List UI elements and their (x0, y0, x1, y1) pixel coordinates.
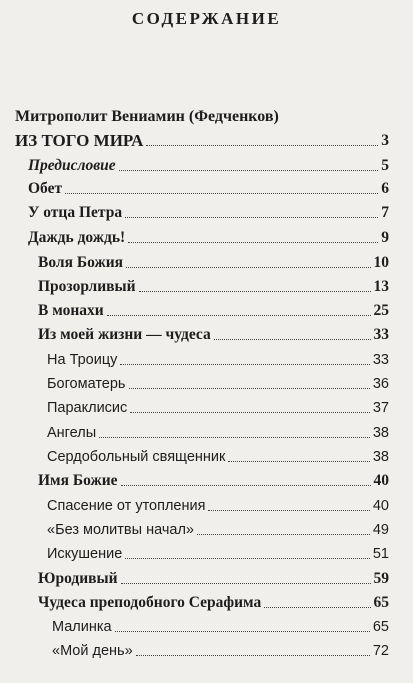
toc-entry-page: 37 (372, 400, 389, 416)
leader-dots (120, 364, 369, 365)
toc-entry (38, 277, 389, 297)
toc-entry-label: Прозорливый (38, 278, 136, 295)
toc-entry (28, 203, 389, 223)
toc-entry (15, 131, 389, 151)
toc-entry-label: Юродивый (38, 570, 118, 587)
toc-entry-label: Обет (28, 180, 63, 197)
toc-entry-label: Параклисис (47, 400, 128, 416)
leader-dots (228, 461, 370, 462)
toc-entry-label: Чудеса преподобного Серафима (38, 594, 262, 611)
toc-entry-page: 72 (372, 643, 389, 659)
toc-entry (28, 179, 389, 199)
author-name: Митрополит Вениамин (Федченков) (15, 108, 279, 125)
toc-entry-page: 13 (373, 278, 389, 295)
toc-entry (47, 423, 389, 443)
toc-entry-page: 40 (373, 472, 389, 489)
leader-dots (125, 217, 378, 218)
toc-entry (47, 374, 389, 394)
toc-entry-page: 3 (381, 132, 389, 149)
toc-entry-page: 40 (372, 498, 389, 514)
leader-dots (125, 558, 370, 559)
toc-entry-label: Ангелы (47, 425, 97, 441)
toc-entry (38, 325, 389, 345)
leader-dots (128, 242, 378, 243)
leader-dots (65, 193, 378, 194)
toc-entry (28, 156, 389, 176)
toc-entry-page: 6 (381, 180, 389, 197)
toc-entry (47, 520, 389, 540)
toc-entry (47, 496, 389, 516)
toc-entry (38, 253, 389, 273)
toc-entry-page: 59 (373, 570, 389, 587)
toc-entry-label: «Мой день» (52, 643, 133, 659)
toc-entry (28, 228, 389, 248)
toc-entry (47, 544, 389, 564)
toc-entry-page: 38 (372, 449, 389, 465)
leader-dots (115, 631, 370, 632)
toc-entry (47, 447, 389, 467)
toc-entry-label: Богоматерь (47, 376, 126, 392)
toc-entry-label: Малинка (52, 619, 112, 635)
toc-entry (38, 471, 389, 491)
toc-entry (38, 301, 389, 321)
leader-dots (197, 534, 370, 535)
toc-entry-page: 65 (372, 619, 389, 635)
leader-dots (107, 315, 371, 316)
leader-dots (121, 485, 371, 486)
toc-entry-page: 38 (372, 425, 389, 441)
leader-dots (121, 583, 371, 584)
leader-dots (136, 655, 370, 656)
leader-dots (129, 388, 370, 389)
toc-entry-page: 10 (373, 254, 389, 271)
toc-entry-label: На Троицу (47, 352, 118, 368)
toc-entry-page: 49 (372, 522, 389, 538)
toc-entry-label: Сердобольный священник (47, 449, 226, 465)
toc-entry-label: Воля Божия (38, 254, 124, 271)
toc-entry-page: 33 (372, 352, 389, 368)
leader-dots (119, 170, 379, 171)
leader-dots (264, 607, 370, 608)
toc-entry-label: «Без молитвы начал» (47, 522, 194, 538)
toc-entry-page: 9 (381, 229, 389, 246)
toc-entry-label: ИЗ ТОГО МИРА (15, 131, 144, 150)
toc-entry-label: Искушение (47, 546, 123, 562)
toc-entry-page: 7 (381, 204, 389, 221)
toc-entry (47, 350, 389, 370)
toc-entry (38, 569, 389, 589)
toc-entry-page: 36 (372, 376, 389, 392)
toc-entry-label: У отца Петра (28, 204, 123, 221)
leader-dots (146, 145, 378, 146)
toc-entry-page: 65 (373, 594, 389, 611)
toc-entry-label: Предисловие (28, 157, 116, 174)
toc-entry (38, 593, 389, 613)
toc-entry-page: 25 (373, 302, 389, 319)
toc-entry-label: Даждь дождь! (28, 229, 126, 246)
toc-entry-page: 51 (372, 546, 389, 562)
toc-entry-label: В монахи (38, 302, 104, 319)
toc-entry (52, 617, 389, 637)
toc-entry (52, 641, 389, 661)
toc-entry (47, 398, 389, 418)
leader-dots (214, 339, 371, 340)
leader-dots (130, 412, 370, 413)
toc-entry-label: Спасение от утопления (47, 498, 206, 514)
toc-entry-label: Из моей жизни — чудеса (38, 326, 211, 343)
leader-dots (99, 437, 370, 438)
toc-entry-label: Имя Божие (38, 472, 118, 489)
leader-dots (139, 291, 371, 292)
toc-entry-page: 33 (373, 326, 389, 343)
leader-dots (208, 510, 369, 511)
page-title: СОДЕРЖАНИЕ (131, 9, 282, 28)
leader-dots (126, 267, 370, 268)
toc-entry-page: 5 (381, 157, 389, 174)
